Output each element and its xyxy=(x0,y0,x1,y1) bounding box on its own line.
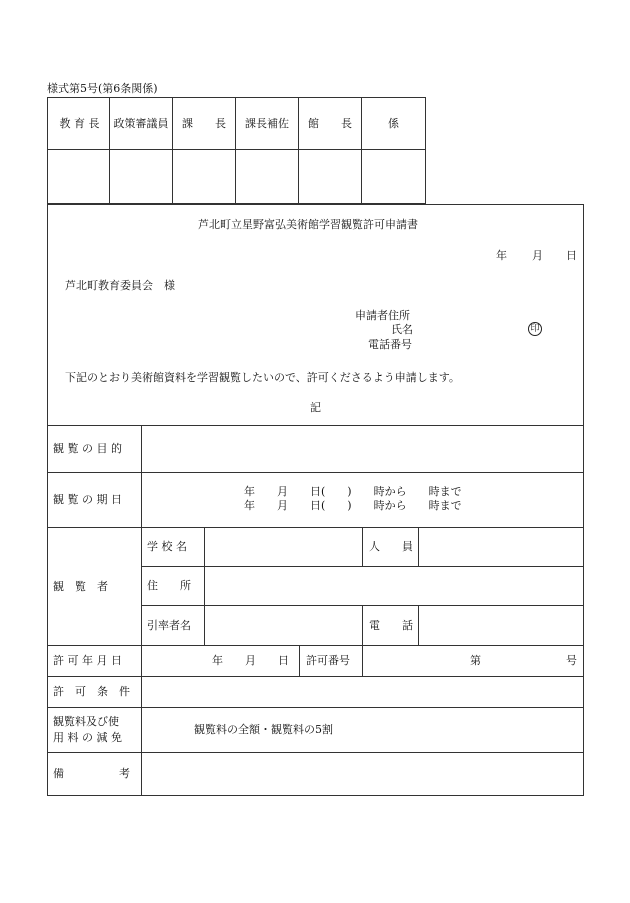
permit-date-value: 年 月 日 xyxy=(212,654,289,667)
date-day-label: 日 xyxy=(566,249,577,262)
address-label: 住 所 xyxy=(147,579,191,592)
period-line-1: 年 月 日( ) 時から 時まで xyxy=(244,485,462,498)
date-year-label: 年 xyxy=(496,249,507,262)
phone-label: 電 話 xyxy=(369,619,413,632)
approval-header-superintendent: 教 育 長 xyxy=(59,117,100,130)
permit-conditions-label: 許 可 条 件 xyxy=(53,685,130,698)
permit-date-label: 許 可 年 月 日 xyxy=(53,654,122,667)
stamp-cell-staff[interactable] xyxy=(362,150,425,203)
column-line xyxy=(362,605,363,645)
date-month-label: 月 xyxy=(532,249,543,262)
addressee: 芦北町教育委員会 様 xyxy=(65,279,175,292)
viewer-label: 観 覧 者 xyxy=(53,580,108,593)
row-divider xyxy=(47,645,584,646)
label-column-line xyxy=(141,425,142,796)
school-name-field[interactable] xyxy=(205,528,361,566)
permit-number-go: 号 xyxy=(566,654,577,667)
approval-header-section-chief: 課 長 xyxy=(182,117,226,130)
stamp-cell-museum-director[interactable] xyxy=(299,150,361,203)
approval-header-staff: 係 xyxy=(388,117,399,130)
purpose-label: 観 覧 の 目 的 xyxy=(53,442,122,455)
applicant-address-label: 申請者住所 xyxy=(355,309,410,322)
permit-conditions-field[interactable] xyxy=(142,677,583,707)
stamp-cell-policy-councilor[interactable] xyxy=(110,150,172,203)
applicant-name-label: 氏名 xyxy=(391,323,413,336)
row-divider xyxy=(47,472,584,473)
phone-field[interactable] xyxy=(419,606,583,645)
permit-number-label: 許可番号 xyxy=(306,654,350,667)
fee-reduction-label-line2: 用 料 の 減 免 xyxy=(53,731,122,744)
application-statement: 下記のとおり美術館資料を学習観覧したいので、許可くださるよう申請します。 xyxy=(65,371,460,384)
leader-name-label: 引率者名 xyxy=(147,619,191,632)
address-field[interactable] xyxy=(205,567,583,605)
members-field[interactable] xyxy=(419,528,583,566)
column-line xyxy=(299,645,300,676)
column-line xyxy=(362,527,363,566)
members-label: 人 員 xyxy=(369,540,413,553)
applicant-phone-label: 電話番号 xyxy=(368,338,412,351)
remarks-field[interactable] xyxy=(142,753,583,795)
fee-reduction-label-line1: 観覧料及び使 xyxy=(53,715,119,728)
stamp-cell-superintendent[interactable] xyxy=(48,150,109,203)
ki-marker: 記 xyxy=(310,401,321,414)
permit-number-dai: 第 xyxy=(470,654,481,667)
stamp-cell-section-chief[interactable] xyxy=(173,150,235,203)
column-line xyxy=(362,645,363,676)
purpose-field[interactable] xyxy=(142,426,583,472)
row-divider xyxy=(47,707,584,708)
stamp-cell-assistant-chief[interactable] xyxy=(236,150,298,203)
remarks-label: 備 考 xyxy=(53,767,130,780)
form-number-label: 様式第5号(第6条関係) xyxy=(47,82,158,95)
form-title: 芦北町立星野富弘美術館学習観覧許可申請書 xyxy=(198,218,418,231)
period-label: 観 覧 の 期 日 xyxy=(53,493,122,506)
approval-header-assistant-chief: 課長補佐 xyxy=(245,117,289,130)
approval-header-policy-councilor: 政策審議員 xyxy=(113,117,169,130)
school-name-label: 学 校 名 xyxy=(147,540,187,553)
fee-reduction-options[interactable]: 観覧料の全額・観覧料の5割 xyxy=(194,723,333,736)
leader-name-field[interactable] xyxy=(205,606,361,645)
approval-header-museum-director: 館 長 xyxy=(308,117,352,130)
period-line-2: 年 月 日( ) 時から 時まで xyxy=(244,499,462,512)
seal-mark-icon: 印 xyxy=(528,322,542,336)
